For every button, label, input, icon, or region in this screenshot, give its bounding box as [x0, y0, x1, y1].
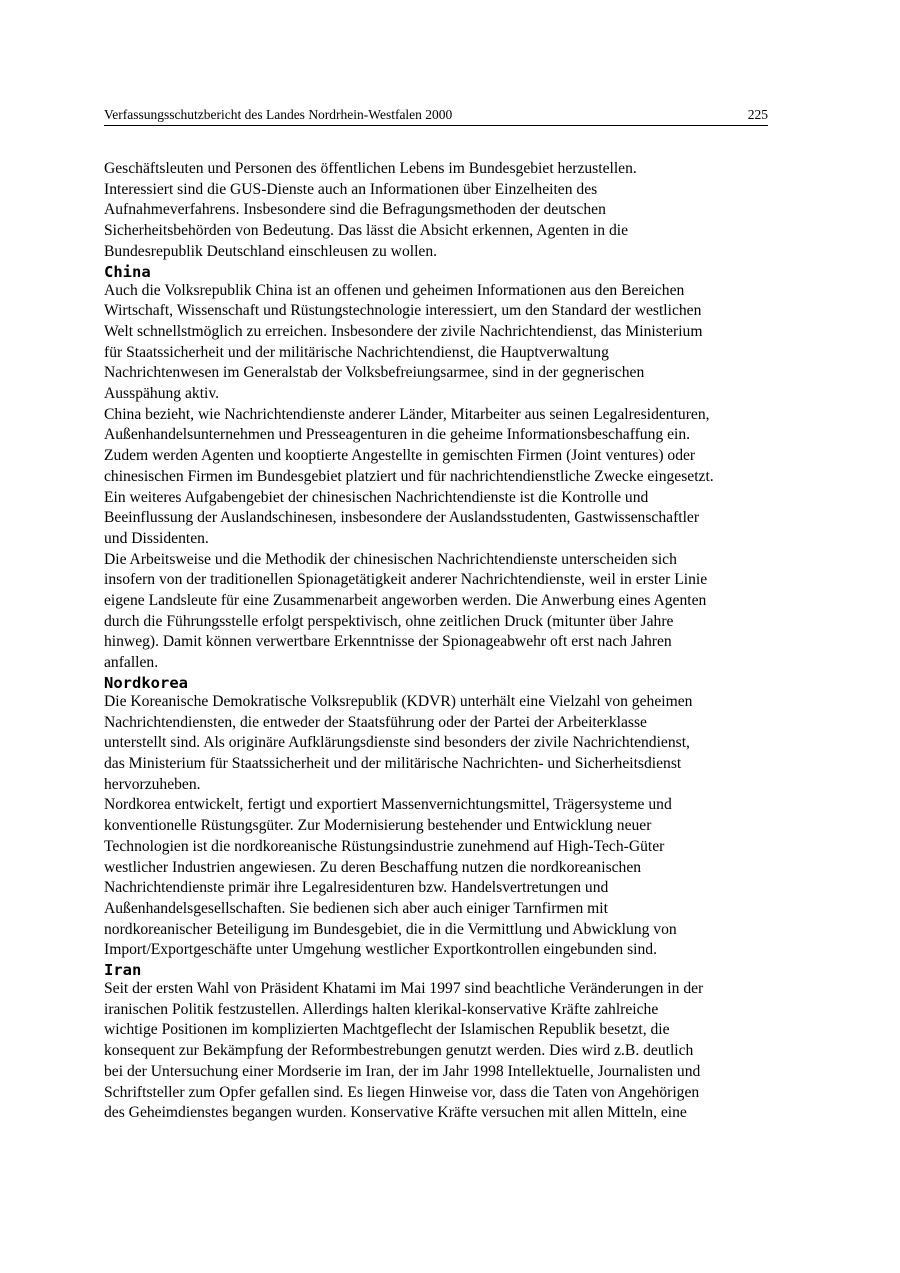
text-line: das Ministerium für Staatssicherheit und der militärische Nachrichten- und Sicherheitsdienst	[104, 754, 682, 772]
text-line: Bundesrepublik Deutschland einschleusen zu wollen.	[104, 242, 438, 260]
text-line: westlicher Industrien angewiesen. Zu deren Beschaffung nutzen die nordkoreanischen	[104, 858, 642, 876]
text-line: Zudem werden Agenten und kooptierte Angestellte in gemischten Firmen (Joint ventures) oder	[104, 447, 696, 465]
text-line: Die Koreanische Demokratische Volksrepublik (KDVR) unterhält eine Vielzahl von geheimen	[104, 692, 693, 710]
running-header	[104, 106, 768, 126]
text-line: China bezieht, wie Nachrichtendienste anderer Länder, Mitarbeiter aus seinen Legalresidenturen,	[104, 405, 710, 423]
paragraph	[104, 979, 804, 1124]
paragraph	[104, 795, 804, 961]
text-line: unterstellt sind. Als originäre Aufklärungsdienste sind besonders der zivile Nachrichtendienst,	[104, 734, 690, 752]
document-body	[104, 159, 804, 1124]
header-title: Verfassungsschutzbericht des Landes Nordrhein-Westfalen 2000	[104, 107, 453, 122]
text-line: Außenhandelsgesellschaften. Sie bedienen sich aber auch einiger Tarnfirmen mit	[104, 899, 608, 917]
text-line: eigene Landsleute für eine Zusammenarbeit angeworben werden. Die Anwerbung eines Agenten	[104, 592, 707, 610]
page-number: 225	[747, 107, 768, 122]
section-heading: China	[104, 262, 151, 281]
text-line: iranischen Politik festzustellen. Allerdings halten klerikal-konservative Kräfte zahlreiche	[104, 1000, 659, 1018]
text-line: chinesischen Firmen im Bundesgebiet platziert und für nachrichtendienstliche Zwecke eingesetzt.	[104, 467, 714, 485]
text-line: konventionelle Rüstungsgüter. Zur Modernisierung bestehender und Entwicklung neuer	[104, 817, 652, 835]
text-line: für Staatssicherheit und der militärische Nachrichtendienst, die Hauptverwaltung	[104, 343, 609, 361]
text-line: wichtige Positionen im komplizierten Machtgeflecht der Islamischen Republik besetzt, die	[104, 1021, 670, 1039]
text-line: insofern von der traditionellen Spionagetätigkeit anderer Nachrichtendienste, weil in erster Linie	[104, 571, 708, 589]
text-line: Geschäftsleuten und Personen des öffentlichen Lebens im Bundesgebiet herzustellen.	[104, 160, 637, 177]
text-line: Seit der ersten Wahl von Präsident Khatami im Mai 1997 sind beachtliche Veränderungen in der	[104, 980, 704, 998]
text-line: Schriftsteller zum Opfer gefallen sind. Es liegen Hinweise vor, dass die Taten von Angehörigen	[104, 1083, 700, 1101]
text-line: Sicherheitsbehörden von Bedeutung. Das lässt die Absicht erkennen, Agenten in die	[104, 222, 629, 240]
text-line: Import/Exportgeschäfte unter Umgehung westlicher Exportkontrollen eingebunden sind.	[104, 941, 657, 959]
text-line: Technologien ist die nordkoreanische Rüstungsindustrie zunehmend auf High-Tech-Güter	[104, 837, 665, 855]
paragraph	[104, 405, 804, 550]
text-line: Beeinflussung der Auslandschinesen, insbesondere der Auslandsstudenten, Gastwissenschaftler	[104, 509, 700, 527]
section-heading: Iran	[104, 961, 142, 980]
text-line: anfallen.	[104, 654, 159, 672]
text-line: Aufnahmeverfahrens. Insbesondere sind die Befragungsmethoden der deutschen	[104, 201, 606, 219]
text-line: Welt schnellstmöglich zu erreichen. Insbesondere der zivile Nachrichtendienst, das Ministerium	[104, 322, 703, 340]
text-line: konsequent zur Bekämpfung der Reformbestrebungen genutzt werden. Dies wird z.B. deutlich	[104, 1042, 694, 1060]
section-heading: Nordkorea	[104, 673, 188, 692]
text-line: hervorzuheben.	[104, 775, 201, 793]
text-line: bei der Untersuchung einer Mordserie im Iran, der im Jahr 1998 Intellektuelle, Journalisten und	[104, 1062, 701, 1080]
text-line: des Geheimdienstes begangen wurden. Konservative Kräfte versuchen mit allen Mitteln, eine	[104, 1104, 687, 1122]
paragraph	[104, 281, 804, 405]
text-line: Ausspähung aktiv.	[104, 385, 220, 403]
text-line: hinweg). Damit können verwertbare Erkenntnisse der Spionageabwehr oft erst nach Jahren	[104, 633, 672, 651]
text-line: Ein weiteres Aufgabengebiet der chinesischen Nachrichtendienste ist die Kontrolle und	[104, 488, 649, 506]
text-line: Nordkorea entwickelt, fertigt und exportiert Massenvernichtungsmittel, Trägersysteme und	[104, 796, 672, 814]
text-line: Die Arbeitsweise und die Methodik der chinesischen Nachrichtendienste unterscheiden sich	[104, 550, 677, 568]
text-line: Außenhandelsunternehmen und Presseagenturen in die geheime Informationsbeschaffung ein.	[104, 426, 691, 444]
text-line: Nachrichtendienste primär ihre Legalresidenturen bzw. Handelsvertretungen und	[104, 879, 609, 897]
paragraph	[104, 159, 804, 263]
text-line: und Dissidenten.	[104, 529, 209, 547]
text-line: Interessiert sind die GUS-Dienste auch an Informationen über Einzelheiten des	[104, 180, 598, 198]
text-line: Nachrichtenwesen im Generalstab der Volksbefreiungsarmee, sind in der gegnerischen	[104, 364, 645, 382]
text-line: nordkoreanischer Beteiligung im Bundesgebiet, die in die Vermittlung und Abwicklung von	[104, 920, 677, 938]
text-line: Nachrichtendiensten, die entweder der Staatsführung oder der Partei der Arbeiterklasse	[104, 713, 647, 731]
text-line: durch die Führungsstelle erfolgt perspektivisch, ohne zeitlichen Druck (mitunter über Jahre	[104, 612, 674, 630]
text-line: Wirtschaft, Wissenschaft und Rüstungstechnologie interessiert, um den Standard der westlichen	[104, 302, 702, 320]
paragraph	[104, 692, 804, 796]
text-line: Auch die Volksrepublik China ist an offenen und geheimen Informationen aus den Bereichen	[104, 281, 685, 299]
paragraph	[104, 550, 804, 674]
